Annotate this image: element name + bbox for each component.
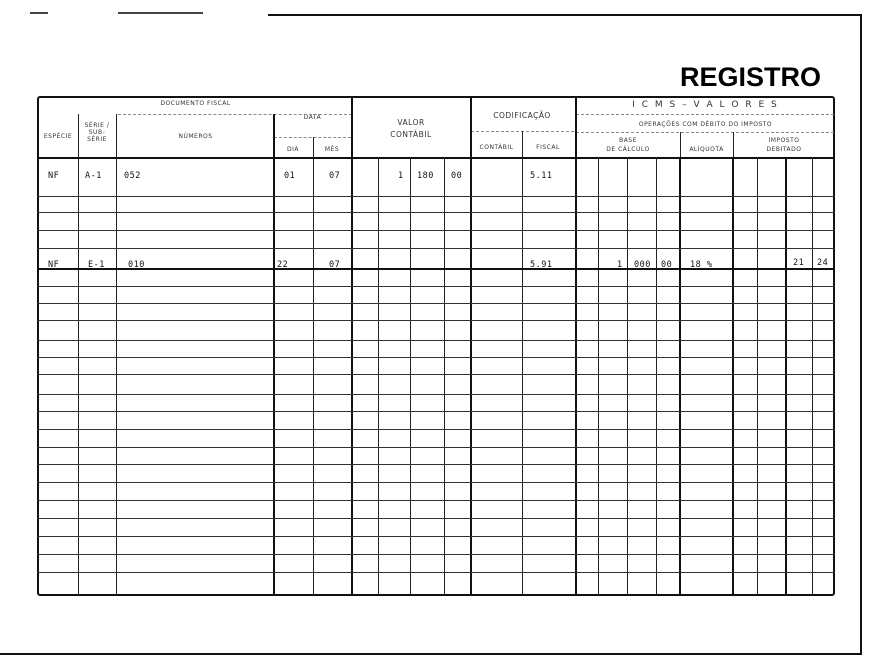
row1-serie: A-1 xyxy=(85,171,102,181)
column-line xyxy=(656,157,657,595)
header-divider xyxy=(576,114,834,115)
row1-valor-centena: 180 xyxy=(417,171,434,181)
column-line xyxy=(444,157,445,595)
row2-imposto-centavos: 24 xyxy=(817,258,829,268)
header-especie: ESPÉCIE xyxy=(43,133,73,140)
column-line xyxy=(732,157,734,595)
row2-dia: 22 xyxy=(277,260,289,270)
page-frame-right xyxy=(860,14,862,654)
row1-numero: 052 xyxy=(124,171,141,181)
row-line xyxy=(38,554,834,555)
page-title: REGISTRO xyxy=(680,62,822,92)
row2-serie: E-1 xyxy=(88,260,105,270)
row-line xyxy=(38,340,834,341)
row2-imposto-reais: 21 xyxy=(793,258,805,268)
row-line xyxy=(38,230,834,231)
row-line xyxy=(38,518,834,519)
column-line xyxy=(378,157,379,595)
row-line xyxy=(38,464,834,465)
row2-base-centavos: 00 xyxy=(661,260,673,270)
header-cod-contabil: CONTÁBIL xyxy=(479,144,514,151)
row-line xyxy=(38,357,834,358)
header-numeros: NÚMEROS xyxy=(178,133,213,140)
column-line xyxy=(627,157,628,595)
row-line xyxy=(38,411,834,412)
row-line xyxy=(38,482,834,483)
column-line xyxy=(470,97,472,595)
row-line xyxy=(38,572,834,573)
row2-base-milhar: 1 xyxy=(617,260,623,270)
row2-numero: 010 xyxy=(128,260,145,270)
row-line xyxy=(38,536,834,537)
header-valor: VALOR xyxy=(397,118,425,127)
corner-mark xyxy=(118,12,203,14)
column-line xyxy=(679,157,681,595)
row-line xyxy=(38,196,834,197)
row1-mes: 07 xyxy=(329,171,341,181)
row-line xyxy=(38,394,834,395)
header-divider xyxy=(733,132,734,157)
row-line xyxy=(38,320,834,321)
column-line xyxy=(812,157,813,595)
column-line xyxy=(313,157,314,595)
row1-especie: NF xyxy=(48,171,60,181)
header-serie: SÉRIE / SUB-SÉRIE xyxy=(84,122,110,143)
header-imposto: IMPOSTO xyxy=(768,137,800,144)
column-line xyxy=(785,157,787,595)
register-table xyxy=(37,96,835,596)
row2-aliquota: 18 % xyxy=(690,260,713,270)
column-line xyxy=(410,157,411,595)
header-divider xyxy=(576,132,834,133)
header-divider xyxy=(522,131,523,157)
column-line xyxy=(273,114,275,595)
row2-base-centena: 000 xyxy=(634,260,651,270)
header-operacoes-debito: OPERAÇÕES COM DÉBITO DO IMPOSTO xyxy=(638,121,773,128)
header-dia: DIA xyxy=(287,146,299,153)
row-line xyxy=(38,447,834,448)
header-codificacao: CODIFICAÇÃO xyxy=(493,111,551,120)
row2-especie: NF xyxy=(48,260,60,270)
row-line xyxy=(38,500,834,501)
column-line xyxy=(757,157,758,595)
column-line xyxy=(522,157,523,595)
page-frame-top xyxy=(268,14,862,16)
header-mes: MÊS xyxy=(324,146,340,153)
header-icms-valores: I C M S – V A L O R E S xyxy=(632,100,779,110)
column-line xyxy=(78,114,79,595)
column-line xyxy=(116,114,117,595)
corner-mark xyxy=(30,12,48,14)
row-line xyxy=(38,374,834,375)
header-bottom-line xyxy=(38,157,834,159)
column-line xyxy=(351,97,353,595)
row-line xyxy=(38,268,834,270)
page-frame-bottom xyxy=(0,653,862,655)
header-divider xyxy=(313,137,314,157)
row2-fiscal: 5.91 xyxy=(530,260,553,270)
header-data: DATA xyxy=(303,114,322,121)
row-line xyxy=(38,303,834,304)
header-aliquota: ALÍQUOTA xyxy=(689,146,724,153)
header-divider xyxy=(118,114,352,115)
row-line xyxy=(38,212,834,213)
header-debitado: DEBITADO xyxy=(766,146,802,153)
row1-dia: 01 xyxy=(284,171,296,181)
row-line xyxy=(38,429,834,430)
header-de-calculo: DE CÁLCULO xyxy=(606,146,650,153)
header-divider xyxy=(680,132,681,157)
row-line xyxy=(38,248,834,249)
header-base: BASE xyxy=(619,137,637,144)
row1-valor-centavos: 00 xyxy=(451,171,463,181)
header-contabil-value: CONTÁBIL xyxy=(390,130,432,139)
header-cod-fiscal: FISCAL xyxy=(536,144,560,151)
header-documento-fiscal: DOCUMENTO FISCAL xyxy=(160,100,231,107)
row2-mes: 07 xyxy=(329,260,341,270)
row-line xyxy=(38,286,834,287)
row1-fiscal: 5.11 xyxy=(530,171,553,181)
column-line xyxy=(575,97,577,595)
column-line xyxy=(598,157,599,595)
row1-valor-milhar: 1 xyxy=(398,171,404,181)
